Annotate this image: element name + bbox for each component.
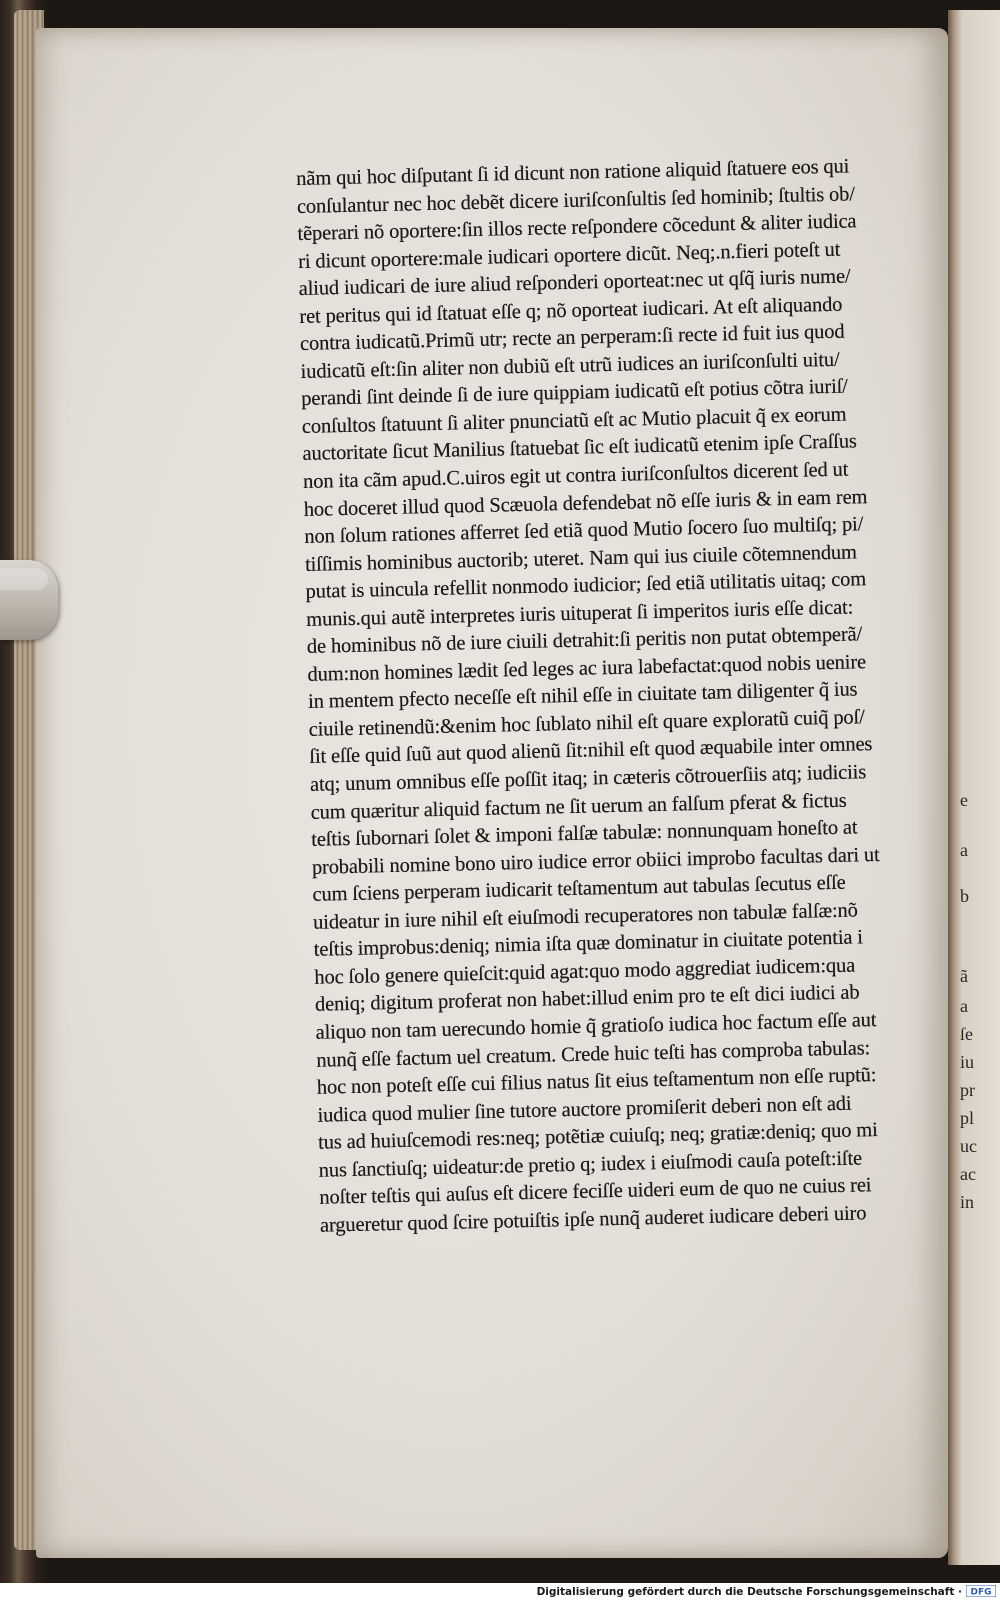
text-line: tiſſimis hominibus auctorib; uteret. Nam qui ius ciuile cõtemnendum bbox=[304, 541, 858, 576]
text-line: non ſolum rationes afferret ſed etiã quod Mutio ſocero ſuo multiſq; pi/ bbox=[304, 513, 864, 549]
text-line: aliquo non tam uerecundo homie q̃ gratioſo iudica hoc factum eſſe aut bbox=[315, 1009, 877, 1044]
text-line: conſulantur nec hoc debẽt dicere iuriſconſultis ſed hominib; ſtultis ob/ bbox=[296, 182, 855, 218]
text-line: hoc non poteſt eſſe cui filius natus ſit eius teſtamentum non eſſe ruptũ: bbox=[316, 1064, 877, 1099]
facing-page-fragment: e bbox=[960, 790, 968, 810]
text-line: auctoritate ſicut Manilius ſtatuebat ſic eſt iudicatũ etenim ipſe Craſſus bbox=[302, 430, 857, 466]
text-line: noſter teſtis qui auſus eſt dicere feciſſe uideri eum de quo ne cuius rei bbox=[319, 1174, 872, 1209]
facing-page-fragment: in bbox=[960, 1192, 975, 1212]
text-line: putat is uincula refellit nonmodo iudicior; ſed etiã utilitatis uitaq; com bbox=[305, 568, 867, 604]
text-line: iudica quod mulier ſine tutore auctore promiſerit deberi non eſt adi bbox=[317, 1092, 852, 1127]
facing-page-fragment: ſe bbox=[960, 1024, 973, 1044]
text-line: in mentem pfecto neceſſe eſt nihil eſſe in ciuitate tam diligenter q̃ ius bbox=[307, 678, 858, 714]
dfg-logo-text: DFG bbox=[970, 1587, 992, 1597]
text-line: ri dicunt oportere:male iudicari oportere dicũt. Neq;.n.fieri poteſt ut bbox=[297, 238, 841, 273]
text-line: dum:non homines lædit ſed leges ac iura labefactat:quod nobis uenire bbox=[307, 651, 867, 686]
text-line: nunq̃ eſſe factum uel creatum. Crede huic teſti has comproba tabulas: bbox=[316, 1036, 871, 1072]
text-line: deniq; digitum proferat non habet:illud enim pro te eſt dici iudici ab bbox=[314, 981, 860, 1017]
facing-page-fragment: a bbox=[960, 996, 968, 1016]
text-line: conſultos ſtatuunt ſi aliter pnunciatũ eſt ac Mutio placuit q̃ ex eorum bbox=[301, 403, 847, 438]
text-line: hoc doceret illud quod Scæuola defendebat nõ eſſe iuris & in eam rem bbox=[303, 485, 868, 521]
text-line: contra iudicatũ.Primũ utr; recte an perperam:ſi recte id fuit ius quod bbox=[299, 320, 845, 356]
text-line: de hominibus nõ de iure ciuili detrahit:ſi peritis non putat obtemperã/ bbox=[306, 623, 863, 659]
facing-page-fragment: pl bbox=[960, 1108, 975, 1128]
text-line: tus ad huiuſcemodi res:neq; potẽtiæ cuiuſq; neq; gratiæ:deniq; quo mi bbox=[317, 1119, 878, 1154]
text-line: nãm qui hoc diſputant ſi id dicunt non ratione aliquid ſtatuere eos qui bbox=[296, 155, 850, 190]
text-line: aliud iudicari de iure aliud reſponderi oporteat:nec ut qſq̃ iuris nume/ bbox=[298, 265, 851, 301]
text-line: iudicatũ eſt:ſin aliter non dubiũ eſt utrũ iudices an iuriſconſulti uitu/ bbox=[300, 348, 840, 383]
text-line: ſit eſſe quid ſuũ aut quod alienũ ſit:nihil eſt quod æquabile inter omnes bbox=[309, 733, 873, 769]
text-line: cum quæritur aliquid factum ne ſit uerum an falſum pferat & fictus bbox=[310, 789, 847, 824]
main-text-block bbox=[296, 152, 932, 1240]
funding-credit: Digitalisierung gefördert durch die Deutsche Forschungsgemeinschaft · bbox=[536, 1586, 962, 1598]
text-line: atq; unum omnibus eſſe poſſit itaq; in cæteris cõtrouerſiis atq; iudiciis bbox=[309, 761, 867, 796]
facing-page-fragment: uc bbox=[960, 1136, 977, 1156]
facing-page-fragment: iu bbox=[960, 1052, 975, 1072]
text-line: teſtis ſubornari ſolet & imponi falſæ tabulæ: nonnunquam honeſto at bbox=[311, 816, 858, 851]
text-line: argueretur quod ſcire potuiſtis ipſe nunq̃ auderet iudicare deberi uiro bbox=[319, 1202, 867, 1237]
dfg-logo-icon bbox=[966, 1585, 996, 1597]
facing-page-fragment: pr bbox=[960, 1080, 975, 1100]
facing-page-edge bbox=[948, 10, 1000, 1565]
funding-footer bbox=[0, 1583, 1000, 1601]
text-line: nus ſanctiuſq; uideatur:de pretio q; iudex i eiuſmodi cauſa poteſt:iſte bbox=[318, 1147, 863, 1182]
text-line: hoc ſolo genere quieſcit:quid agat:quo modo aggrediat iudicem:qua bbox=[314, 954, 856, 989]
text-line: cum ſciens perperam iudicarit teſtamentum aut tabulas ſecutus eſſe bbox=[312, 871, 846, 907]
text-line: teſtis improbus:deniq; nimia iſta quæ dominatur in ciuitate potentia i bbox=[313, 926, 864, 962]
facing-page-fragment: ã bbox=[960, 966, 968, 986]
facing-page-fragment: b bbox=[960, 886, 969, 906]
text-line: perandi ſint deinde ſi de iure quippiam iudicatũ eſt potius cõtra iuriſ/ bbox=[301, 375, 848, 411]
facing-page-fragment: a bbox=[960, 840, 968, 860]
text-line: uideatur in iure nihil eſt eiuſmodi recuperatores non tabulæ falſæ:nõ bbox=[312, 899, 858, 934]
bookmark-ribbon bbox=[0, 560, 58, 640]
text-line: ciuile retinendũ:&enim hoc ſublato nihil eſt quare exploratũ cuiq̃ poſ/ bbox=[308, 706, 865, 741]
text-line: munis.qui autẽ interpretes iuris uituperat ſi imperitos iuris eſſe dicat: bbox=[306, 596, 854, 631]
text-line: probabili nomine bono uiro iudice error obiici improbo facultas dari ut bbox=[311, 843, 880, 879]
text-line: ret peritus qui id ſtatuat eſſe q; nõ oporteat iudicari. At eſt aliquando bbox=[299, 293, 843, 328]
facing-page-fragment: ac bbox=[960, 1164, 976, 1184]
text-line: tẽperari nõ oportere:ſin illos recte reſpondere cõcedunt & aliter iudica bbox=[297, 210, 857, 246]
text-line: non ita cãm apud.C.uiros egit ut contra iuriſconſultos dicerent ſed ut bbox=[302, 458, 849, 493]
